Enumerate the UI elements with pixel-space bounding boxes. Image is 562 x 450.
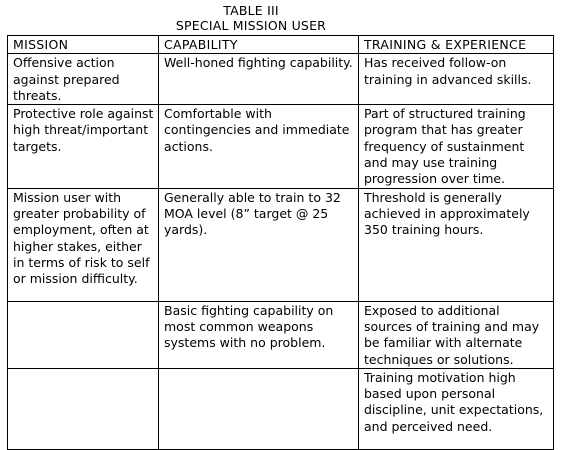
special-mission-user-table [7, 35, 554, 450]
cell-text: Training motivation high based upon personal discipline, unit expectations, and perceived need. [364, 369, 544, 434]
header-mission: MISSION [8, 36, 159, 54]
cell-text: Offensive action against prepared threats. [13, 55, 120, 103]
mission-cell [8, 54, 159, 105]
cell-text: Part of structured training program that has greater frequency of sustainment and may use training progression over time. [364, 106, 526, 187]
mission-cell [8, 105, 159, 188]
capability-cell [159, 301, 359, 368]
table-row [8, 368, 554, 449]
cell-text: Comfortable with contingencies and immediate actions. [164, 106, 350, 154]
mission-cell [8, 188, 159, 301]
header-capability: CAPABILITY [159, 36, 359, 54]
training-cell [359, 54, 554, 105]
cell-text: Protective role against high threat/important targets. [13, 106, 154, 154]
capability-cell [159, 368, 359, 449]
cell-text: Well-honed fighting capability. [164, 55, 353, 71]
table-row [8, 54, 554, 105]
cell-text: Mission user with greater probability of employment, often at higher stakes, either in terms of risk to self or mission difficulty. [13, 189, 150, 287]
training-cell [359, 368, 554, 449]
training-cell [359, 188, 554, 301]
header-training-experience: TRAINING & EXPERIENCE [359, 36, 554, 54]
training-cell [359, 301, 554, 368]
training-cell [359, 105, 554, 188]
table-header-row [8, 36, 554, 54]
mission-cell [8, 301, 159, 368]
cell-text: Exposed to additional sources of training and may be familiar with alternate techniques or solutions. [364, 302, 540, 367]
cell-text: Has received follow-on training in advanced skills. [364, 55, 532, 87]
capability-cell [159, 105, 359, 188]
cell-text: Basic fighting capability on most common weapons systems with no problem. [164, 302, 334, 351]
table-title: SPECIAL MISSION USER [175, 18, 327, 33]
cell-text: Generally able to train to 32 MOA level (8” target @ 25 yards). [164, 189, 341, 238]
capability-cell [159, 188, 359, 301]
mission-cell [8, 368, 159, 449]
capability-cell [159, 54, 359, 105]
cell-text: Threshold is generally achieved in approximately 350 training hours. [364, 189, 530, 238]
table-row [8, 105, 554, 188]
table-row [8, 301, 554, 368]
table-number: TABLE III [223, 3, 279, 18]
table-row [8, 188, 554, 301]
